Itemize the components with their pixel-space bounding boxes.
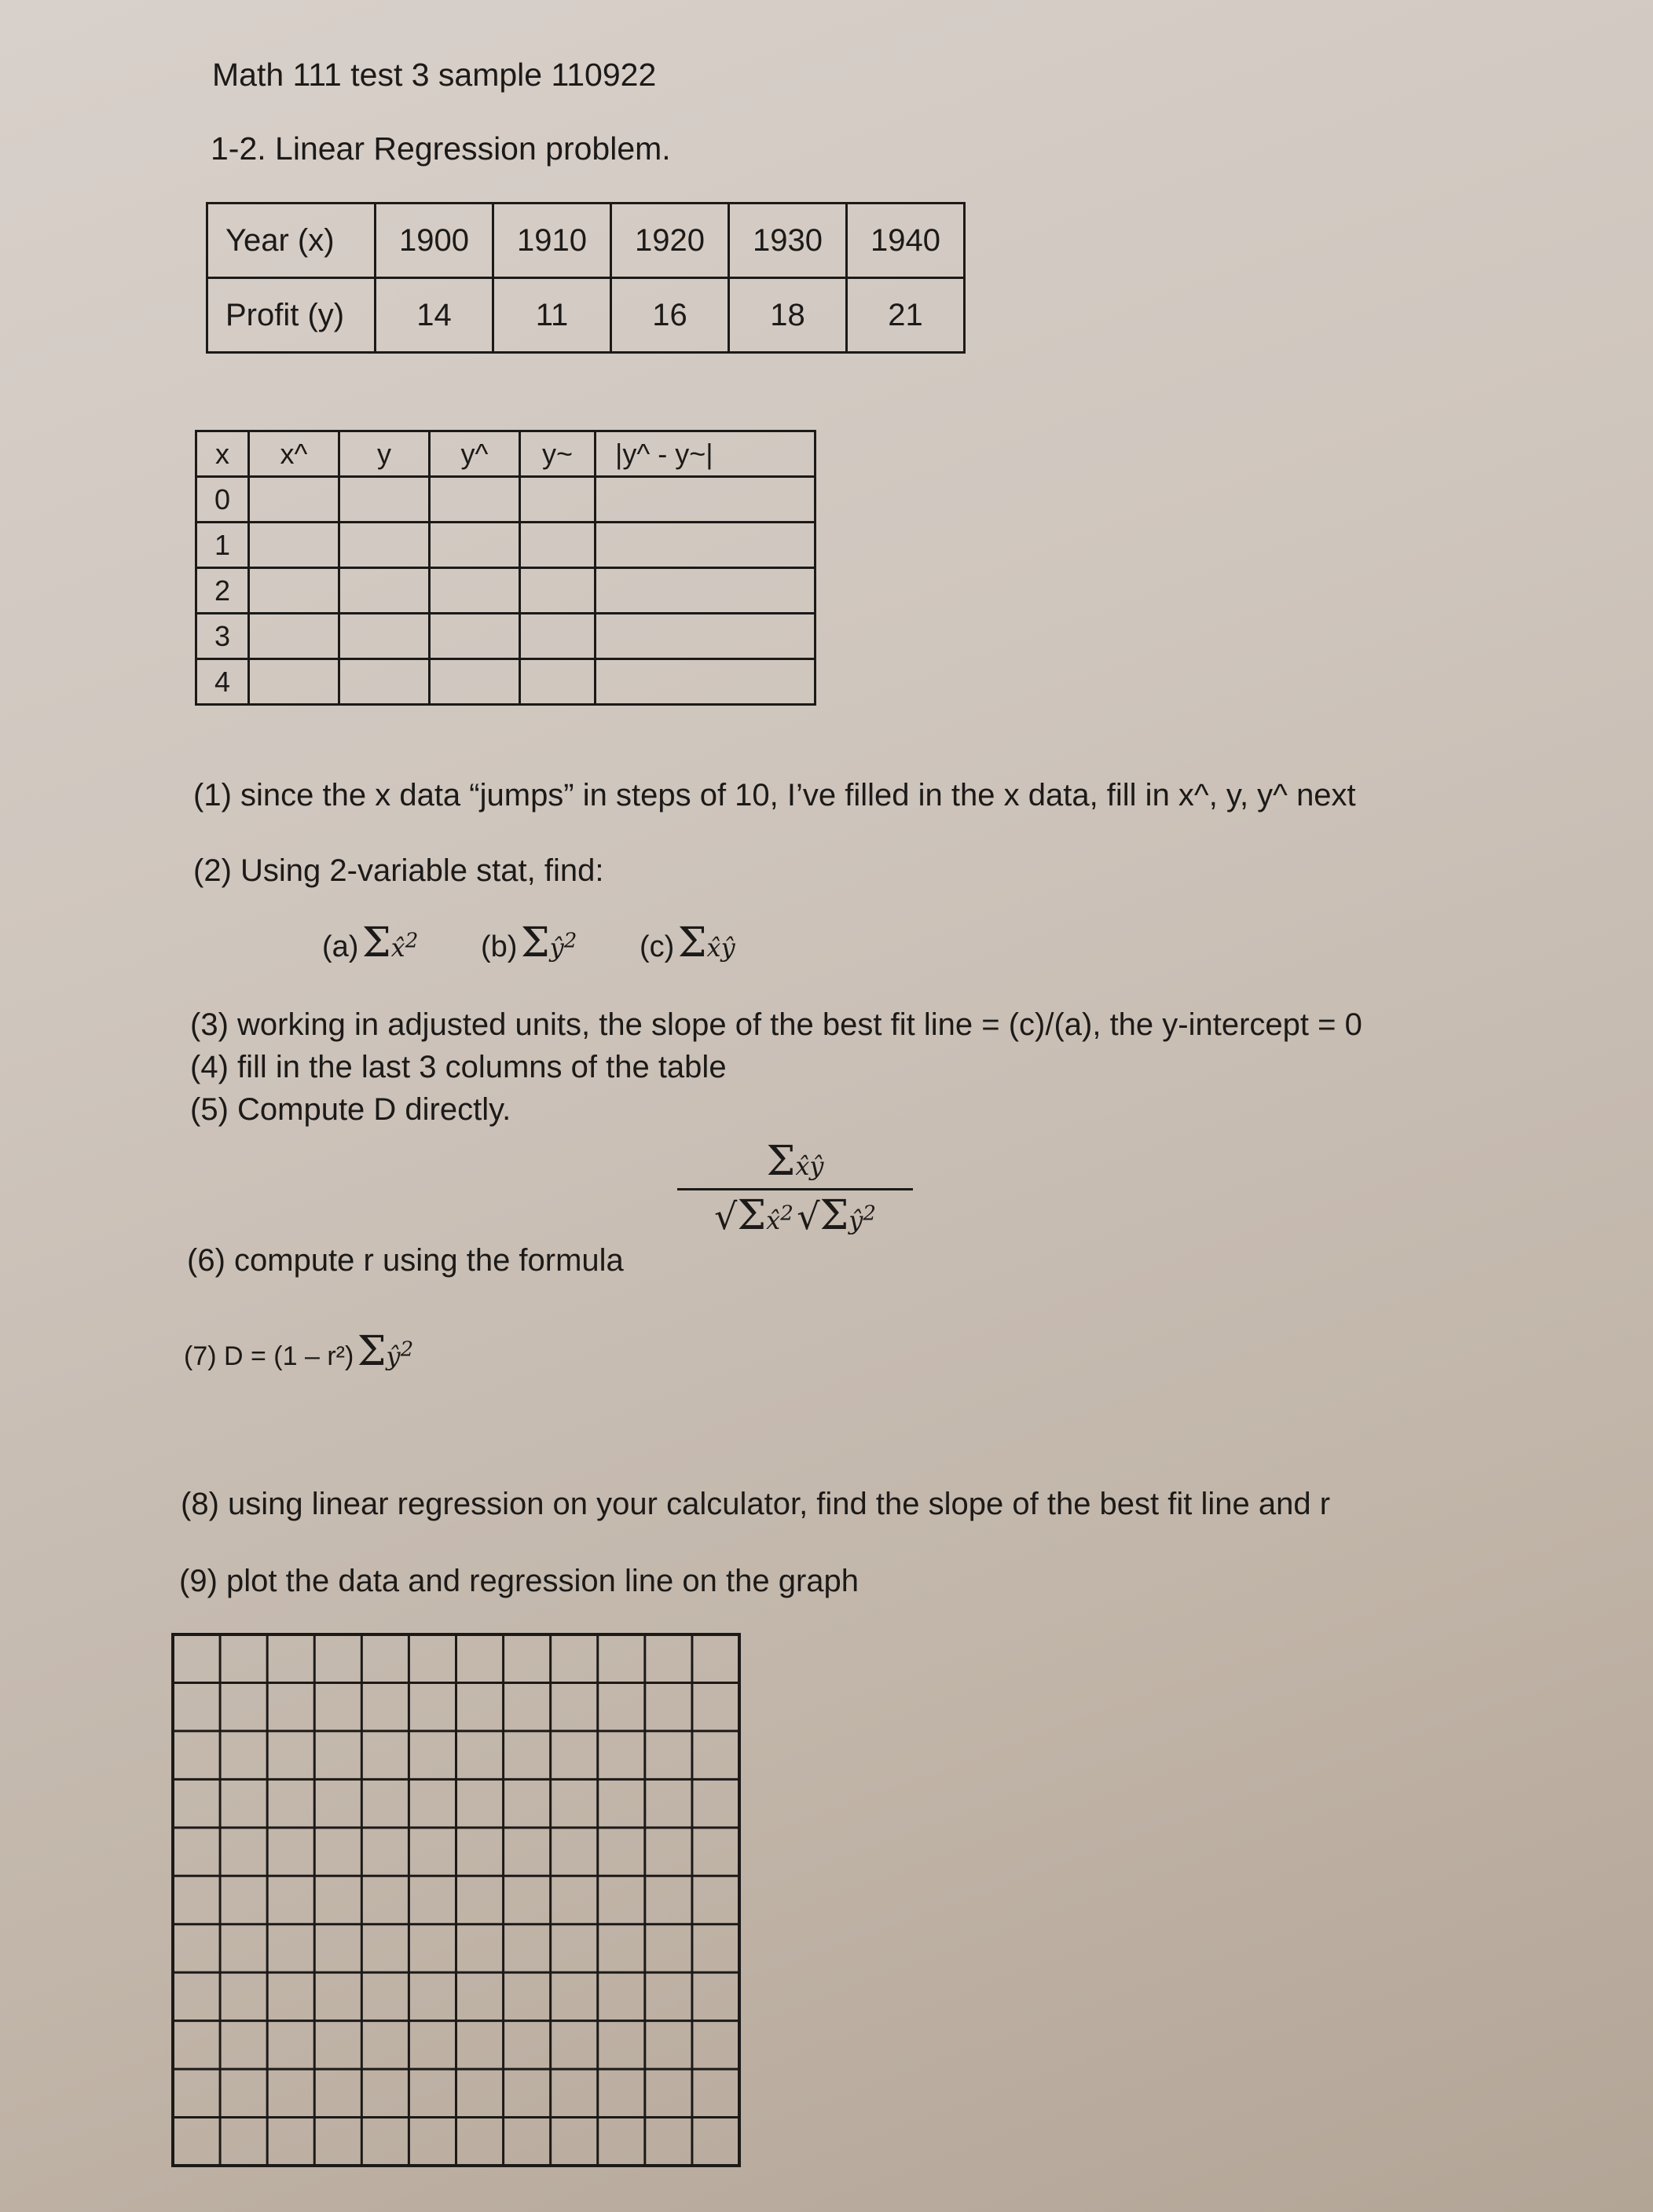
blank-cell[interactable] — [430, 659, 520, 705]
blank-cell[interactable] — [249, 568, 339, 614]
blank-cell[interactable] — [339, 614, 430, 659]
graph-grid[interactable] — [171, 1633, 741, 2167]
blank-cell[interactable] — [596, 659, 816, 705]
blank-cell[interactable] — [596, 568, 816, 614]
x-value-cell: 1 — [196, 523, 249, 568]
instruction-step-3: (3) working in adjusted units, the slope of the best fit line = (c)/(a), the y-intercept = 0 — [190, 1007, 1362, 1042]
label-a: (a) — [322, 930, 359, 963]
x-hat-y-hat-symbol: x̂ŷ — [795, 1151, 824, 1181]
header-y-hat: y^ — [430, 431, 520, 477]
profit-cell: 21 — [847, 278, 965, 353]
sigma-icon: Σ — [737, 1192, 767, 1239]
label-c: (c) — [640, 930, 675, 963]
blank-cell[interactable] — [430, 477, 520, 523]
work-table — [195, 430, 816, 706]
data-table — [206, 202, 966, 354]
year-cell: 1900 — [376, 204, 493, 278]
year-cell: 1930 — [729, 204, 847, 278]
table-row — [196, 523, 816, 568]
instruction-step-1: (1) since the x data “jumps” in steps of 10, I’ve filled in the x data, fill in x^, y, y^ next — [193, 778, 1356, 813]
profit-cell: 18 — [729, 278, 847, 353]
blank-cell[interactable] — [339, 568, 430, 614]
x-value-cell: 4 — [196, 659, 249, 705]
profit-cell: 16 — [611, 278, 729, 353]
table-row — [196, 659, 816, 705]
blank-cell[interactable] — [596, 614, 816, 659]
r-formula — [677, 1138, 913, 1239]
blank-cell[interactable] — [339, 659, 430, 705]
header-y-tilde: y~ — [520, 431, 596, 477]
r-formula-numerator — [677, 1138, 913, 1188]
blank-cell[interactable] — [249, 659, 339, 705]
blank-cell[interactable] — [339, 523, 430, 568]
instruction-step-7: (7) D = (1 – r²) — [184, 1341, 354, 1371]
year-cell: 1940 — [847, 204, 965, 278]
blank-cell[interactable] — [520, 659, 596, 705]
y-hat-squared-symbol: $ŷ^2$ — [386, 1337, 414, 1371]
sqrt-icon: √ — [797, 1195, 820, 1238]
y-hat-squared-symbol: $ŷ^2$ — [848, 1201, 876, 1235]
blank-cell[interactable] — [249, 477, 339, 523]
blank-cell[interactable] — [520, 568, 596, 614]
sigma-icon: Σ — [819, 1192, 849, 1239]
blank-cell[interactable] — [520, 477, 596, 523]
y-hat-squared-symbol: $ŷ^2$ — [549, 929, 577, 963]
r-formula-denominator — [677, 1188, 913, 1239]
blank-cell[interactable] — [520, 614, 596, 659]
instruction-step-7-block — [184, 1328, 413, 1375]
header-abs-diff: |y^ - y~| — [596, 431, 816, 477]
table-row — [196, 568, 816, 614]
instruction-step-8: (8) using linear regression on your calculator, find the slope of the best fit line and r — [181, 1487, 1331, 1521]
table-row — [196, 614, 816, 659]
sqrt-icon: √ — [714, 1195, 738, 1238]
page-title: Math 111 test 3 sample 110922 — [212, 57, 657, 93]
problem-heading: 1-2. Linear Regression problem. — [211, 130, 671, 167]
sum-y-hat-squared — [481, 919, 577, 967]
header-x-hat: x^ — [249, 431, 339, 477]
table-row — [207, 278, 965, 353]
sigma-icon: Σ — [677, 919, 707, 967]
header-y: y — [339, 431, 430, 477]
blank-cell[interactable] — [596, 477, 816, 523]
profit-cell: 11 — [493, 278, 611, 353]
table-row — [196, 477, 816, 523]
x-hat-y-hat-symbol: x̂ŷ — [706, 933, 735, 963]
blank-cell[interactable] — [339, 477, 430, 523]
table-row — [207, 204, 965, 278]
year-cell: 1910 — [493, 204, 611, 278]
blank-cell[interactable] — [596, 523, 816, 568]
row-label-year: Year (x) — [207, 204, 376, 278]
sum-x-hat-squared — [322, 919, 418, 967]
instruction-step-5: (5) Compute D directly. — [190, 1092, 511, 1127]
sigma-icon: Σ — [361, 919, 391, 967]
blank-cell[interactable] — [430, 568, 520, 614]
blank-cell[interactable] — [520, 523, 596, 568]
row-label-profit: Profit (y) — [207, 278, 376, 353]
label-b: (b) — [481, 930, 518, 963]
sigma-icon: Σ — [520, 919, 550, 967]
blank-cell[interactable] — [249, 614, 339, 659]
x-hat-squared-symbol: x̂$^2$ — [766, 1201, 794, 1235]
sigma-icon: Σ — [766, 1138, 796, 1185]
profit-cell: 14 — [376, 278, 493, 353]
instruction-step-6: (6) compute r using the formula — [187, 1243, 624, 1278]
header-x: x — [196, 431, 249, 477]
x-hat-squared-symbol: x̂$^2$ — [390, 929, 419, 963]
year-cell: 1920 — [611, 204, 729, 278]
blank-cell[interactable] — [430, 523, 520, 568]
sum-x-hat-y-hat — [640, 919, 735, 967]
x-value-cell: 2 — [196, 568, 249, 614]
sigma-icon: Σ — [357, 1328, 387, 1375]
blank-cell[interactable] — [430, 614, 520, 659]
instruction-step-9: (9) plot the data and regression line on the graph — [179, 1564, 859, 1598]
instruction-step-2: (2) Using 2-variable stat, find: — [193, 853, 604, 888]
x-value-cell: 0 — [196, 477, 249, 523]
instruction-step-4: (4) fill in the last 3 columns of the table — [190, 1050, 727, 1084]
x-value-cell: 3 — [196, 614, 249, 659]
table-header-row — [196, 431, 816, 477]
blank-cell[interactable] — [249, 523, 339, 568]
